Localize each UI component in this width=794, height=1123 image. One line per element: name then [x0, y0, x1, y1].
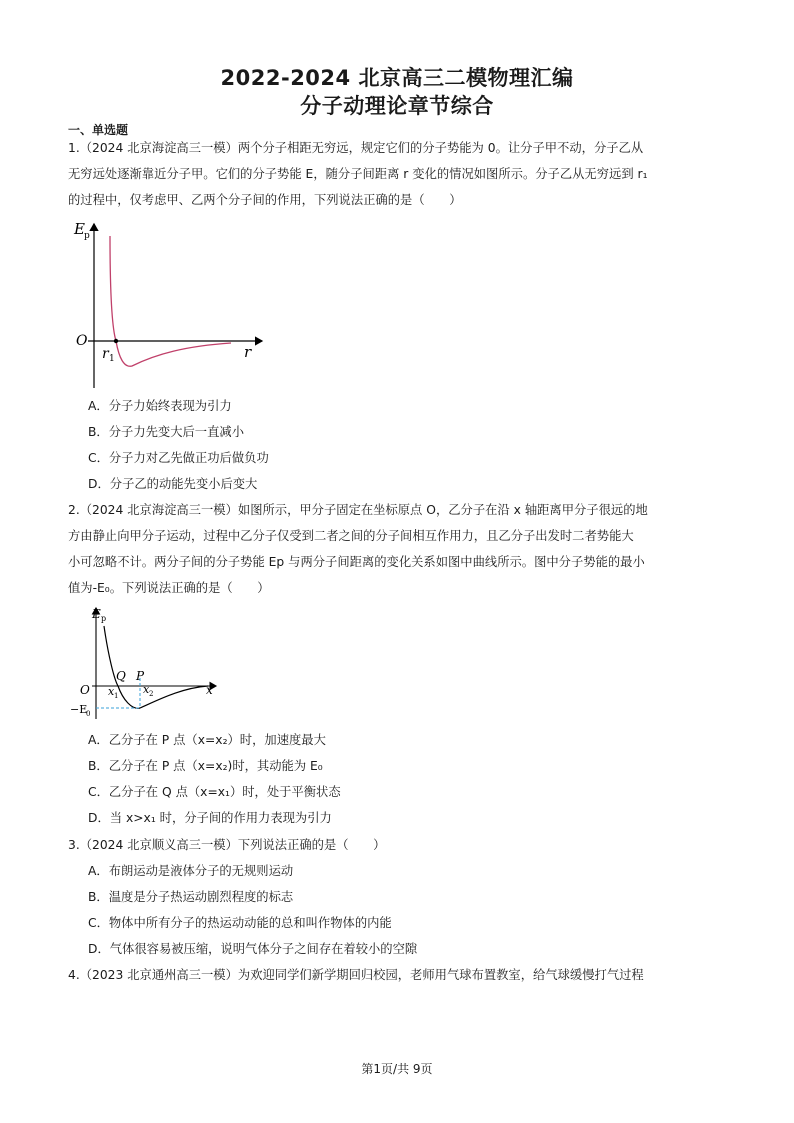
q2-y-label-sub: p [101, 614, 107, 623]
q2-y-label: E [92, 607, 101, 621]
q1-option-b[interactable]: B．分子力先变大后一直减小 [88, 425, 244, 439]
q1-y-label: E [74, 220, 85, 238]
q1-potential-energy-graph [66, 218, 266, 393]
q2-energy-curve [104, 626, 208, 708]
q2-q-label: Q [116, 669, 126, 683]
q3-option-a[interactable]: A．布朗运动是液体分子的无规则运动 [88, 864, 294, 878]
q2-stem-line-2: 方由静止向甲分子运动，过程中乙分子仅受到二者之间的分子间相互作用力，且乙分子出发时二者势能大 [68, 529, 634, 543]
document-title: 2022-2024 北京高三二模物理汇编 [220, 66, 574, 90]
q2-stem-line-3: 小可忽略不计。两分子间的分子势能 Ep 与两分子间距离的变化关系如图中曲线所示。图中分子势能的最小 [68, 555, 645, 569]
q1-origin-label: O [76, 333, 88, 349]
q3-option-b[interactable]: B．温度是分子热运动剧烈程度的标志 [88, 890, 294, 904]
q1-r1-point [114, 339, 118, 343]
page-footer: 第1页/共 9页 [361, 1062, 433, 1076]
q2-origin-label: O [80, 683, 90, 697]
section-heading: 一、单选题 [68, 123, 129, 137]
q1-y-label-sub: p [84, 231, 90, 241]
q1-option-a[interactable]: A．分子力始终表现为引力 [88, 399, 232, 413]
q3-option-d[interactable]: D．气体很容易被压缩，说明气体分子之间存在着较小的空隙 [88, 942, 418, 956]
q3-option-c[interactable]: C．物体中所有分子的热运动动能的总和叫作物体的内能 [88, 916, 392, 930]
q1-stem-line-1: 1.（2024 北京海淀高三一模）两个分子相距无穷远，规定它们的分子势能为 0。让分子甲不动，分子乙从 [68, 141, 644, 155]
q1-x-label: r [244, 343, 252, 361]
q3-stem-line-1: 3.（2024 北京顺义高三一模）下列说法正确的是（ ） [68, 838, 386, 852]
q2-option-b[interactable]: B．乙分子在 P 点（x=x₂)时，其动能为 E₀ [88, 759, 323, 773]
q2-stem-line-4: 值为-E₀。下列说法正确的是（ ） [68, 581, 270, 595]
q1-option-c[interactable]: C．分子力对乙先做正功后做负功 [88, 451, 269, 465]
q2-p-label: P [136, 669, 145, 683]
q2-stem-line-1: 2.（2024 北京海淀高三一模）如图所示，甲分子固定在坐标原点 O，乙分子在沿 x 轴距离甲分子很远的地 [68, 503, 648, 517]
q2-option-c[interactable]: C．乙分子在 Q 点（x=x₁）时，处于平衡状态 [88, 785, 341, 799]
q1-r1-label: r [102, 346, 109, 362]
q4-stem-line-1: 4.（2023 北京通州高三一模）为欢迎同学们新学期回归校园，老师用气球布置教室，给气球缓慢打气过程 [68, 968, 644, 982]
q2-option-a[interactable]: A．乙分子在 P 点（x=x₂）时，加速度最大 [88, 733, 326, 747]
q1-option-d[interactable]: D．分子乙的动能先变小后变大 [88, 477, 258, 491]
q2-x1-sub: 1 [114, 692, 119, 700]
q1-r1-sub: 1 [109, 354, 115, 364]
q2-min-sub: 0 [86, 710, 91, 718]
q2-potential-energy-graph [66, 604, 226, 724]
q2-x2-label: x [143, 683, 150, 696]
document-subtitle: 分子动理论章节综合 [300, 94, 494, 118]
q2-option-d[interactable]: D．当 x>x₁ 时，分子间的作用力表现为引力 [88, 811, 332, 825]
q2-x2-sub: 2 [149, 690, 154, 698]
q2-x-label: x [206, 683, 213, 697]
q1-energy-curve [110, 236, 231, 366]
q1-stem-line-2: 无穷远处逐渐靠近分子甲。它们的分子势能 E，随分子间距离 r 变化的情况如图所示。分子乙从无穷远到 r₁ [68, 167, 648, 181]
q2-x1-label: x [108, 685, 115, 698]
q1-stem-line-3: 的过程中，仅考虑甲、乙两个分子间的作用，下列说法正确的是（ ） [68, 193, 462, 207]
q2-min-label: −E [70, 703, 88, 716]
